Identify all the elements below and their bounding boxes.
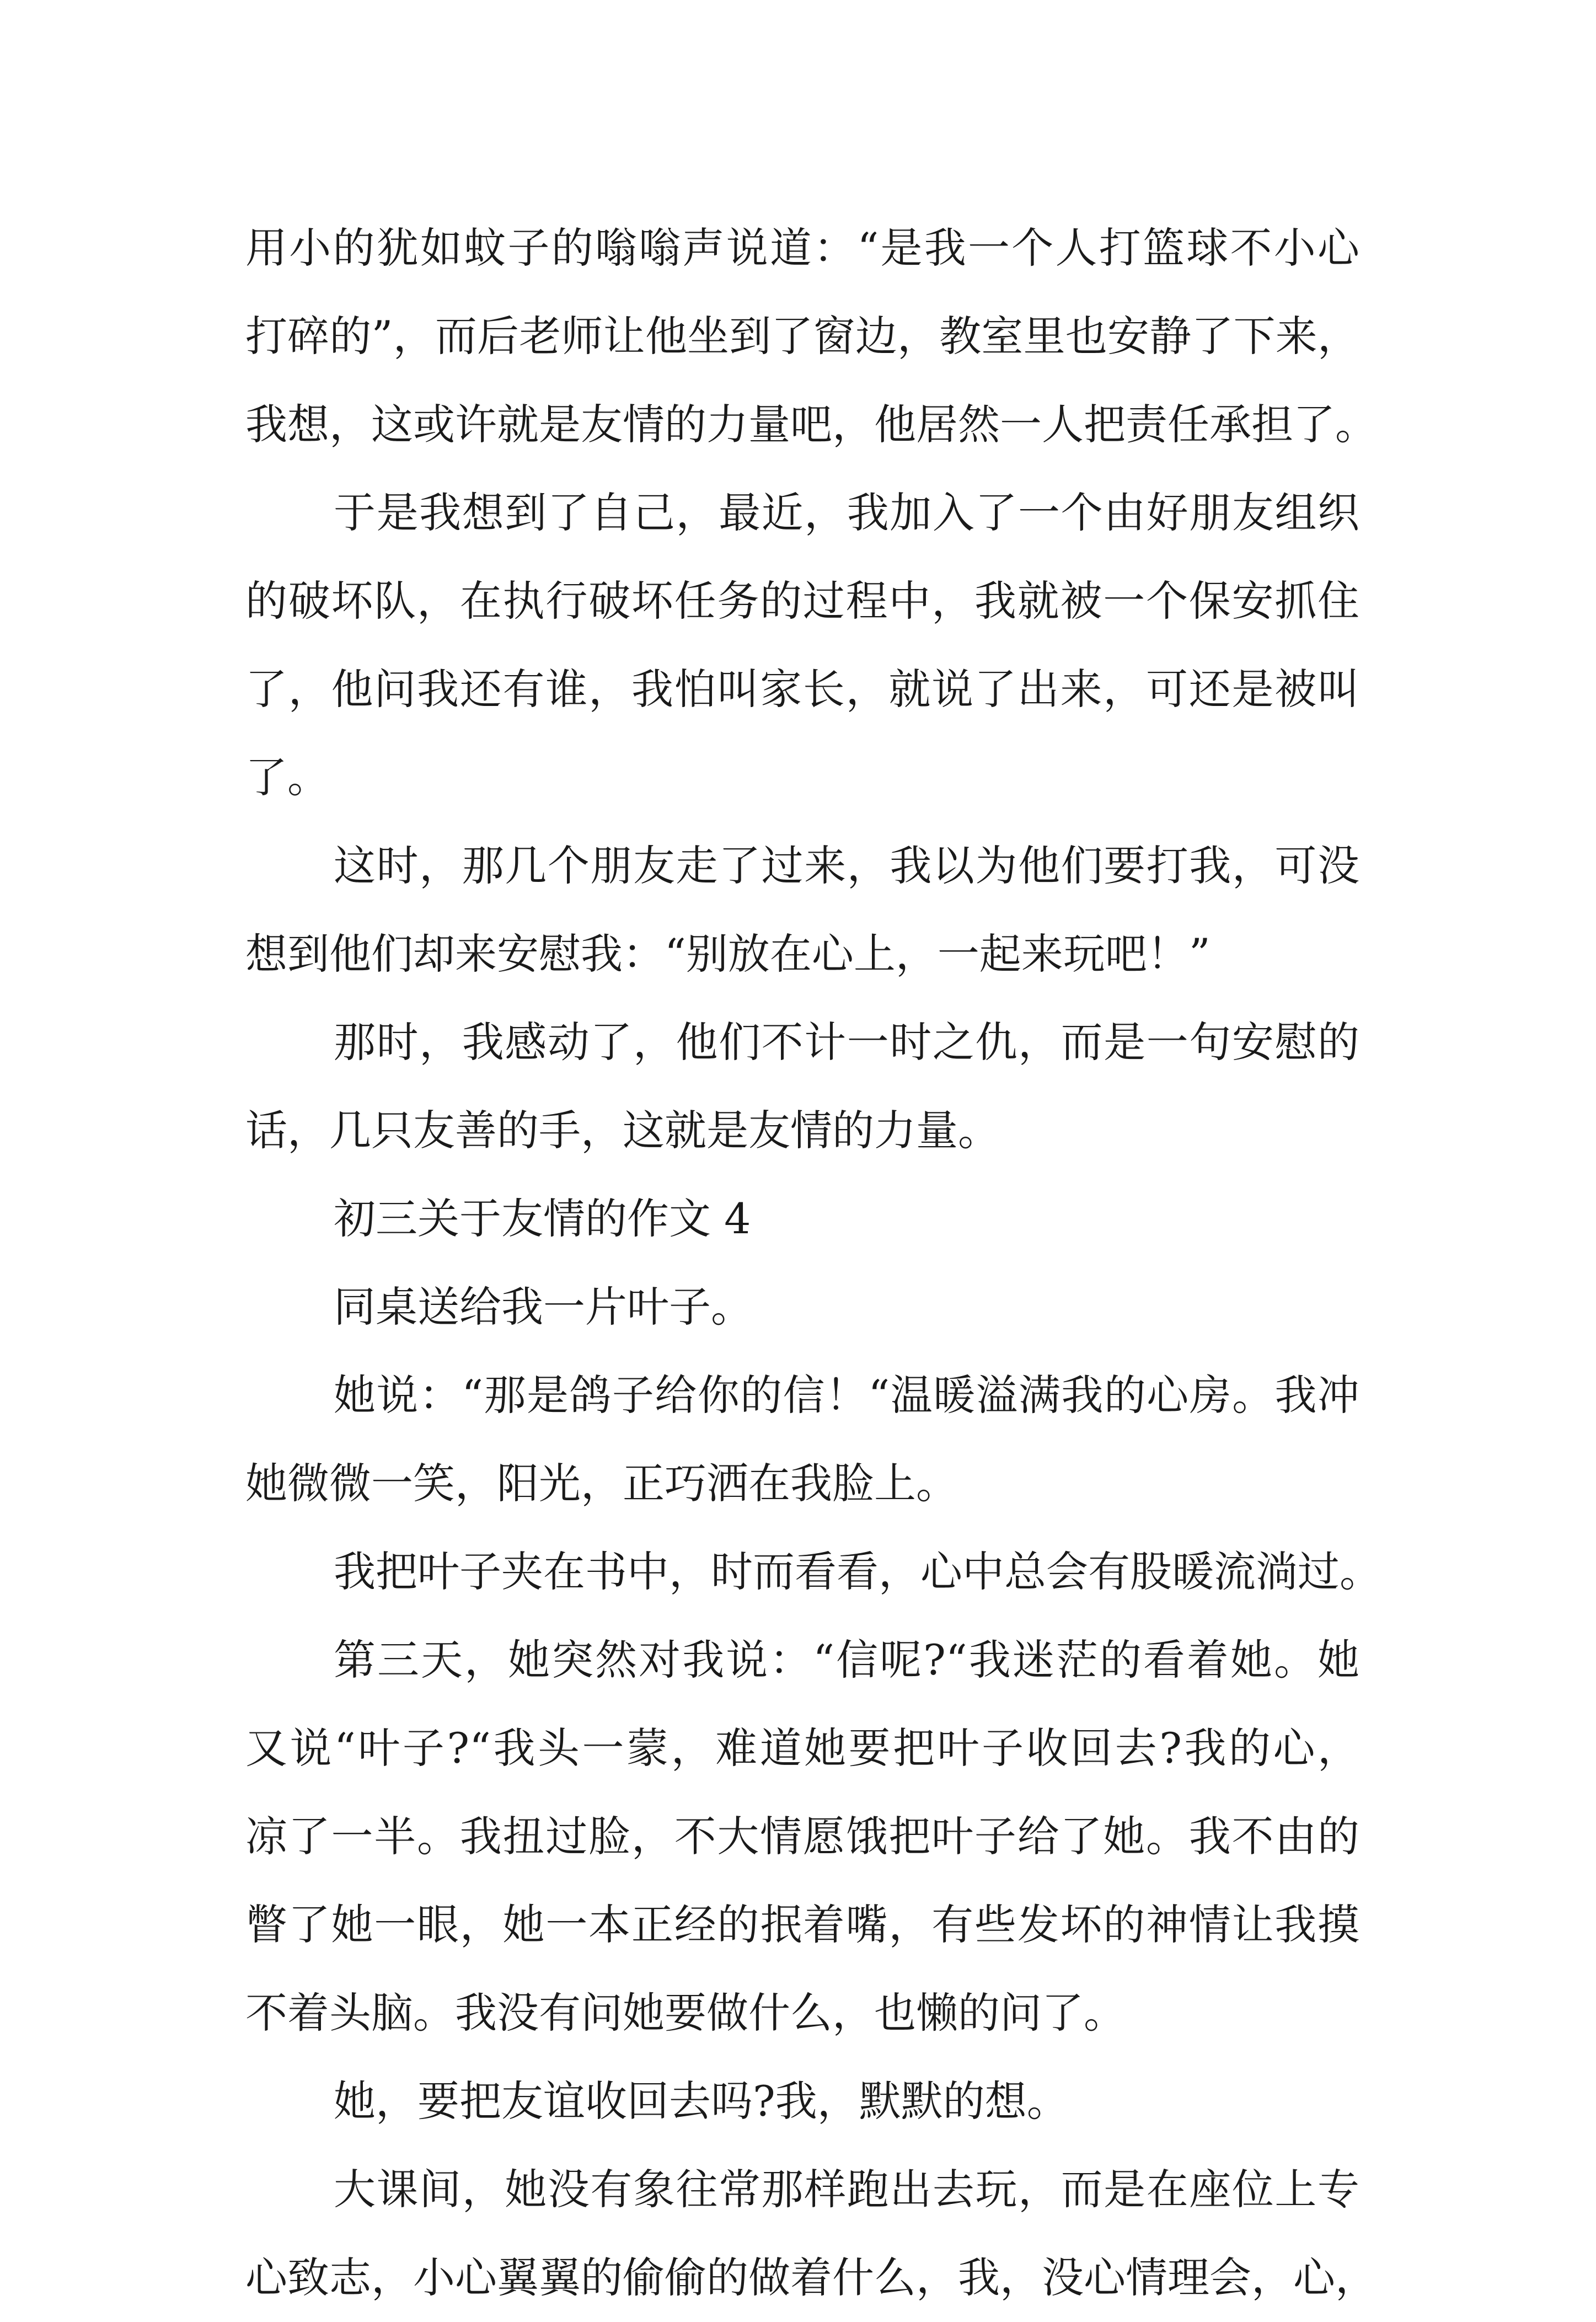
text-line: 我想，这或许就是友情的力量吧，他居然一人把责任承担了。 xyxy=(245,400,1377,449)
text-line: 想到他们却来安慰我：“别放在心上，一起来玩吧！” xyxy=(245,929,1211,978)
paragraph xyxy=(245,1175,1359,1263)
essay-body xyxy=(245,204,1381,2322)
text-line: 心致志，小心翼翼的偷偷的做着什么，我，没心情理会，心， xyxy=(245,2253,1377,2302)
text-line: 大课间，她没有象往常那样跑出去玩，而是在座位上专 xyxy=(334,2165,1359,2214)
text-line: 瞥了她一眼，她一本正经的抿着嘴，有些发坏的神情让我摸 xyxy=(245,1900,1359,1949)
text-line: 初三关于友情的作文 4 xyxy=(334,1194,751,1243)
text-line: 第三天，她突然对我说：“信呢?“我迷茫的看着她。她 xyxy=(334,1635,1359,1684)
paragraph xyxy=(245,1528,1381,1616)
text-line: 了，他问我还有谁，我怕叫家长，就说了出来，可还是被叫 xyxy=(245,665,1359,714)
paragraph xyxy=(245,1616,1359,2057)
paragraph xyxy=(245,2057,1359,2146)
paragraph xyxy=(245,1263,1359,1351)
paragraph xyxy=(245,998,1359,1175)
text-line: 了。 xyxy=(245,753,329,802)
text-line: 不着头脑。我没有问她要做什么，也懒的问了。 xyxy=(245,1988,1126,2037)
text-line: 我把叶子夹在书中，时而看看，心中总会有股暖流淌过。 xyxy=(334,1547,1381,1596)
text-line: 打碎的”，而后老师让他坐到了窗边，教室里也安静了下来， xyxy=(245,312,1359,361)
paragraph xyxy=(245,1351,1359,1528)
paragraph xyxy=(245,469,1359,822)
text-line: 的破坏队，在执行破坏任务的过程中，我就被一个保安抓住 xyxy=(245,576,1359,625)
text-line: 她微微一笑，阳光，正巧洒在我脸上。 xyxy=(245,1459,958,1508)
text-line: 话，几只友善的手，这就是友情的力量。 xyxy=(245,1106,1000,1155)
text-line: 那时，我感动了，他们不计一时之仇，而是一句安慰的 xyxy=(334,1018,1359,1067)
paragraph xyxy=(245,822,1359,998)
text-line: 同桌送给我一片叶子。 xyxy=(334,1282,753,1331)
paragraph xyxy=(245,2146,1377,2322)
text-line: 于是我想到了自己，最近，我加入了一个由好朋友组织 xyxy=(334,488,1359,537)
text-line: 又说“叶子?“我头一蒙，难道她要把叶子收回去?我的心， xyxy=(245,1724,1359,1773)
paragraph xyxy=(245,204,1377,469)
text-line: 她说：“那是鸽子给你的信！“温暖溢满我的心房。我冲 xyxy=(334,1371,1359,1420)
text-line: 用小的犹如蚊子的嗡嗡声说道：“是我一个人打篮球不小心 xyxy=(245,223,1359,272)
text-line: 她，要把友谊收回去吗?我，默默的想。 xyxy=(334,2077,1069,2126)
text-line: 这时，那几个朋友走了过来，我以为他们要打我，可没 xyxy=(334,841,1359,890)
text-line: 凉了一半。我扭过脸，不大情愿饿把叶子给了她。我不由的 xyxy=(245,1812,1359,1861)
